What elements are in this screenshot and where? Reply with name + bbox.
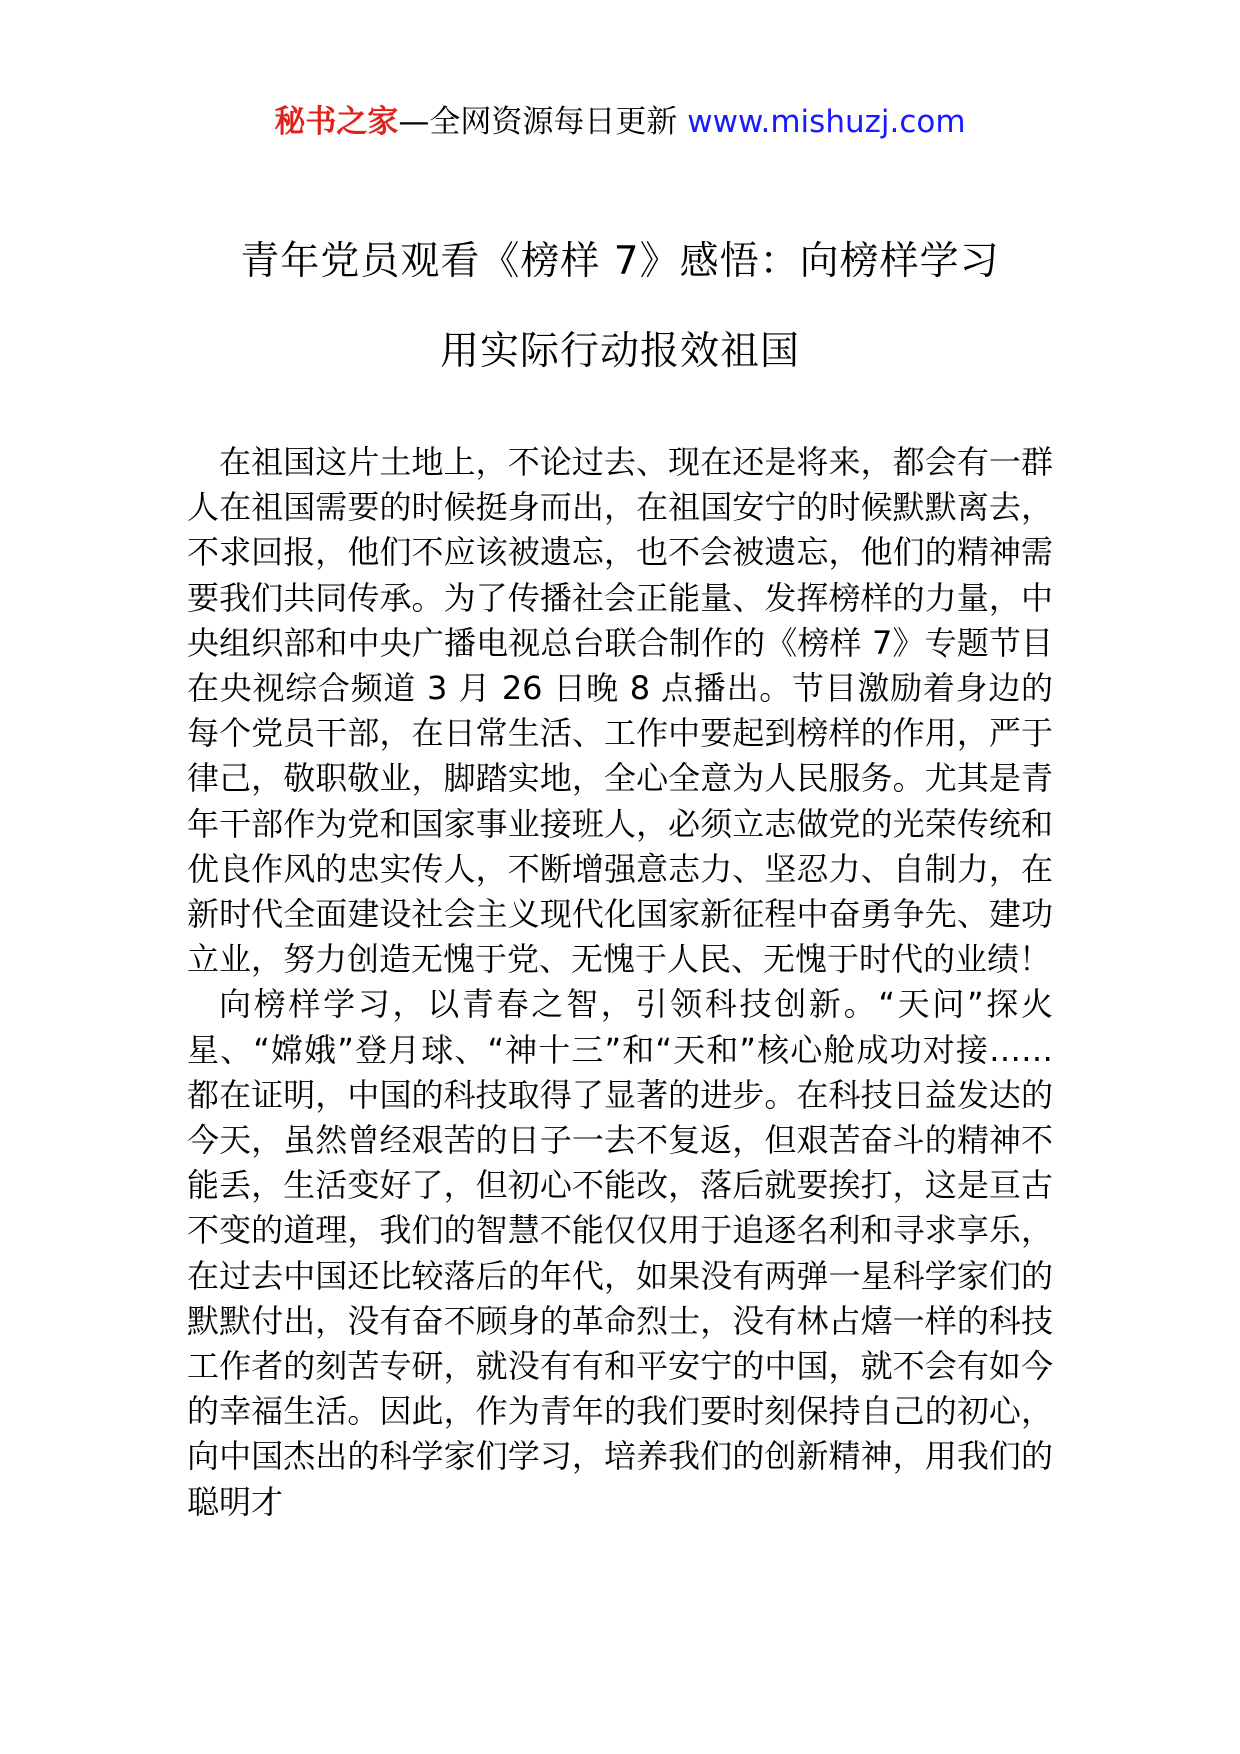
body-paragraph: 向榜样学习，以青春之智，引领科技创新。“天问”探火星、“嫦娥”登月球、“神十三”和“天和”核心舱成功对接……都在证明，中国的科技取得了显著的进步。在科技日益发达的今天，虽然曾经艰苦的日子一去不复返，但艰苦奋斗的精神不能丢，生活变好了，但初心不能改，落后就要挨打，这是亘古不变的道理，我们的智慧不能仅仅用于追逐名利和寻求享乐，在过去中国还比较落后的年代，如果没有两弹一星科学家们的默默付出，没有奋不顾身的革命烈士，没有林占熺一样的科技工作者的刻苦专研，就没有有和平安宁的中国，就不会有如今的幸福生活。因此，作为青年的我们要时刻保持自己的初心，向中国杰出的科学家们学习，培养我们的创新精神，用我们的聪明才 xyxy=(187,985,1053,1521)
site-brand: 秘书之家 xyxy=(274,104,399,140)
site-url-link[interactable]: www.mishuzj.com xyxy=(687,104,966,140)
document-title-line-2: 用实际行动报效祖国 xyxy=(439,329,800,374)
site-header xyxy=(0,100,1240,144)
document-body xyxy=(187,440,1053,1525)
site-tagline: —全网资源每日更新 xyxy=(398,104,688,140)
body-paragraph: 在祖国这片土地上，不论过去、现在还是将来，都会有一群人在祖国需要的时候挺身而出，在祖国安宁的时候默默离去，不求回报，他们不应该被遗忘，也不会被遗忘，他们的精神需要我们共同传承。为了传播社会正能量、发挥榜样的力量，中央组织部和中央广播电视总台联合制作的《榜样 7》专题节目在央视综合频道 3 月 26 日晚 8 点播出。节目激励着身边的每个党员干部，在日常生活、工作中要起到榜样的作用，严于律己，敬职敬业，脚踏实地，全心全意为人民服务。尤其是青年干部作为党和国家事业接班人，必须立志做党的光荣传统和优良作风的忠实传人，不断增强意志力、坚忍力、自制力，在新时代全面建设社会主义现代化国家新征程中奋勇争先、建功立业，努力创造无愧于党、无愧于人民、无愧于时代的业绩！ xyxy=(187,443,1053,979)
document-title-line-1: 青年党员观看《榜样 7》感悟：向榜样学习 xyxy=(240,239,1000,284)
